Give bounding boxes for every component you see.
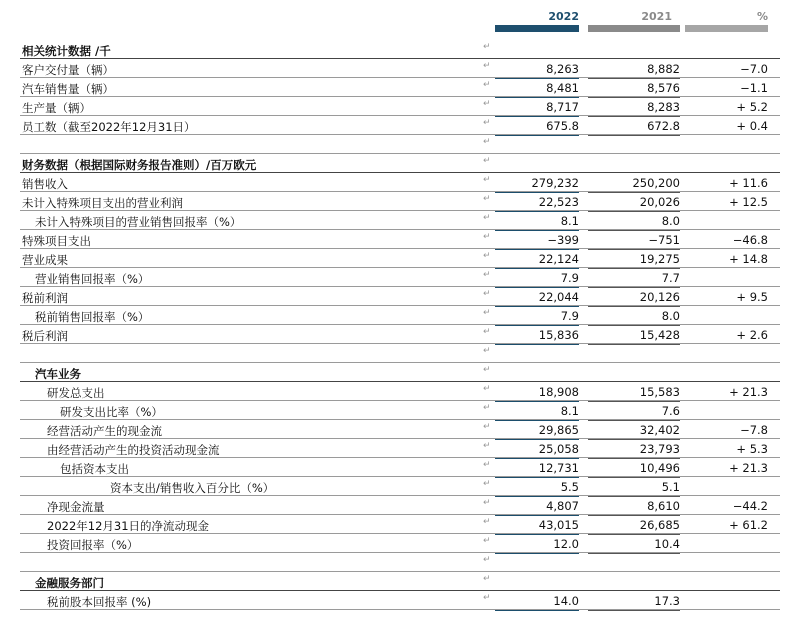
header-bar-prior bbox=[588, 25, 680, 32]
paragraph-mark-icon: ↵ bbox=[483, 137, 491, 147]
table-row bbox=[0, 116, 800, 135]
row-label: 投资回报率（%） bbox=[47, 538, 139, 552]
paragraph-mark-icon: ↵ bbox=[483, 232, 491, 242]
paragraph-mark-icon: ↵ bbox=[483, 403, 491, 413]
paragraph-mark-icon: ↵ bbox=[483, 156, 491, 166]
value-change: + 61.2 bbox=[729, 518, 768, 532]
paragraph-mark-icon: ↵ bbox=[483, 80, 491, 90]
value-2022: 22,523 bbox=[538, 195, 579, 209]
row-label: 研发支出比率（%） bbox=[60, 405, 163, 419]
table-row bbox=[0, 154, 800, 173]
value-2022: 8.1 bbox=[560, 404, 579, 418]
value-2022: 14.0 bbox=[553, 594, 579, 608]
table-row bbox=[0, 534, 800, 553]
value-2022: 12.0 bbox=[553, 537, 579, 551]
value-2021: 10,496 bbox=[639, 461, 680, 475]
value-change: −7.0 bbox=[740, 62, 768, 76]
paragraph-mark-icon: ↵ bbox=[483, 460, 491, 470]
paragraph-mark-icon: ↵ bbox=[483, 61, 491, 71]
row-label: 研发总支出 bbox=[47, 386, 105, 400]
value-2022: 8,717 bbox=[546, 100, 579, 114]
value-2021: 5.1 bbox=[661, 480, 680, 494]
value-2021: 250,200 bbox=[632, 176, 680, 190]
value-change: + 2.6 bbox=[736, 328, 768, 342]
paragraph-mark-icon: ↵ bbox=[483, 289, 491, 299]
paragraph-mark-icon: ↵ bbox=[483, 251, 491, 261]
row-label: 包括资本支出 bbox=[60, 462, 129, 476]
table-row bbox=[0, 192, 800, 211]
value-change: + 21.3 bbox=[729, 385, 768, 399]
table-row bbox=[0, 59, 800, 78]
value-change: + 5.2 bbox=[736, 100, 768, 114]
table-row bbox=[0, 268, 800, 287]
paragraph-mark-icon: ↵ bbox=[483, 536, 491, 546]
value-2022: 29,865 bbox=[538, 423, 579, 437]
paragraph-mark-icon: ↵ bbox=[483, 213, 491, 223]
value-2022: 675.8 bbox=[546, 119, 579, 133]
value-2022: 18,908 bbox=[538, 385, 579, 399]
paragraph-mark-icon: ↵ bbox=[483, 99, 491, 109]
value-2022: 12,731 bbox=[538, 461, 579, 475]
value-2021: 23,793 bbox=[639, 442, 680, 456]
paragraph-mark-icon: ↵ bbox=[483, 308, 491, 318]
table-row bbox=[0, 40, 800, 59]
value-2021: 7.6 bbox=[661, 404, 680, 418]
value-2021: 26,685 bbox=[639, 518, 680, 532]
row-label: 生产量（辆） bbox=[22, 101, 91, 115]
section-heading: 财务数据（根据国际财务报告准则）/百万欧元 bbox=[22, 158, 257, 172]
row-label: 客户交付量（辆） bbox=[22, 63, 114, 77]
paragraph-mark-icon: ↵ bbox=[483, 498, 491, 508]
table-row bbox=[0, 572, 800, 591]
table-row bbox=[0, 287, 800, 306]
table-row bbox=[0, 477, 800, 496]
value-2021: 8,283 bbox=[647, 100, 680, 114]
cell-underline-2021 bbox=[588, 610, 680, 611]
table-row bbox=[0, 363, 800, 382]
value-2022: 7.9 bbox=[560, 271, 579, 285]
paragraph-mark-icon: ↵ bbox=[483, 118, 491, 128]
paragraph-mark-icon: ↵ bbox=[483, 574, 491, 584]
value-2022: 8,481 bbox=[546, 81, 579, 95]
value-change: −44.2 bbox=[732, 499, 768, 513]
table-row bbox=[0, 97, 800, 116]
paragraph-mark-icon: ↵ bbox=[483, 365, 491, 375]
header-year-current: 2022 bbox=[548, 10, 579, 23]
row-label: 汽车销售量（辆） bbox=[22, 82, 114, 96]
table-row bbox=[0, 591, 800, 610]
value-2022: −399 bbox=[547, 233, 579, 247]
value-2021: 20,026 bbox=[639, 195, 680, 209]
table-row bbox=[0, 78, 800, 97]
header-change-label: % bbox=[756, 10, 768, 23]
table-row bbox=[0, 439, 800, 458]
table-row bbox=[0, 211, 800, 230]
value-2021: 20,126 bbox=[639, 290, 680, 304]
table-row bbox=[0, 249, 800, 268]
row-label: 营业销售回报率（%） bbox=[35, 272, 150, 286]
value-2022: 5.5 bbox=[560, 480, 579, 494]
row-label: 销售收入 bbox=[22, 177, 68, 191]
table-row bbox=[0, 325, 800, 344]
value-2021: 17.3 bbox=[654, 594, 680, 608]
table-row bbox=[0, 230, 800, 249]
table-row-spacer bbox=[0, 553, 800, 572]
paragraph-mark-icon: ↵ bbox=[483, 270, 491, 280]
paragraph-mark-icon: ↵ bbox=[483, 441, 491, 451]
header-bar-current bbox=[495, 25, 579, 32]
row-label: 营业成果 bbox=[22, 253, 68, 267]
value-2021: 8.0 bbox=[661, 214, 680, 228]
value-change: + 14.8 bbox=[729, 252, 768, 266]
table-row bbox=[0, 496, 800, 515]
value-change: + 11.6 bbox=[729, 176, 768, 190]
value-2021: 672.8 bbox=[647, 119, 680, 133]
value-2022: 4,807 bbox=[546, 499, 579, 513]
value-2022: 43,015 bbox=[538, 518, 579, 532]
paragraph-mark-icon: ↵ bbox=[483, 479, 491, 489]
paragraph-mark-icon: ↵ bbox=[483, 384, 491, 394]
paragraph-mark-icon: ↵ bbox=[483, 346, 491, 356]
section-heading: 相关统计数据 /千 bbox=[22, 44, 111, 58]
value-2022: 8.1 bbox=[560, 214, 579, 228]
row-label: 特殊项目支出 bbox=[22, 234, 91, 248]
paragraph-mark-icon: ↵ bbox=[483, 175, 491, 185]
row-label: 2022年12月31日的净流动现金 bbox=[47, 519, 210, 533]
value-change: + 21.3 bbox=[729, 461, 768, 475]
paragraph-mark-icon: ↵ bbox=[483, 42, 491, 52]
row-label: 未计入特殊项目的营业销售回报率（%） bbox=[35, 215, 242, 229]
table-row bbox=[0, 382, 800, 401]
value-2021: 15,428 bbox=[639, 328, 680, 342]
value-2021: 8.0 bbox=[661, 309, 680, 323]
table-row-spacer bbox=[0, 135, 800, 154]
row-label: 由经营活动产生的投资活动现金流 bbox=[47, 443, 220, 457]
value-2021: 8,882 bbox=[647, 62, 680, 76]
value-change: −7.8 bbox=[740, 423, 768, 437]
paragraph-mark-icon: ↵ bbox=[483, 555, 491, 565]
header-year-prior: 2021 bbox=[641, 10, 672, 23]
value-2021: 19,275 bbox=[639, 252, 680, 266]
table-row bbox=[0, 306, 800, 325]
value-change: + 0.4 bbox=[736, 119, 768, 133]
value-2021: 8,576 bbox=[647, 81, 680, 95]
paragraph-mark-icon: ↵ bbox=[483, 194, 491, 204]
value-2022: 8,263 bbox=[546, 62, 579, 76]
row-label: 未计入特殊项目支出的营业利润 bbox=[22, 196, 183, 210]
row-label: 员工数（截至2022年12月31日） bbox=[22, 120, 196, 134]
table-row bbox=[0, 515, 800, 534]
value-2022: 15,836 bbox=[538, 328, 579, 342]
value-2022: 7.9 bbox=[560, 309, 579, 323]
table-row bbox=[0, 401, 800, 420]
row-label: 税前利润 bbox=[22, 291, 68, 305]
value-2021: −751 bbox=[648, 233, 680, 247]
table-row bbox=[0, 420, 800, 439]
value-change: + 5.3 bbox=[736, 442, 768, 456]
row-label: 净现金流量 bbox=[47, 500, 105, 514]
value-2021: 10.4 bbox=[654, 537, 680, 551]
table-row bbox=[0, 173, 800, 192]
table-row-spacer bbox=[0, 344, 800, 363]
value-change: −1.1 bbox=[740, 81, 768, 95]
value-2022: 22,044 bbox=[538, 290, 579, 304]
row-label: 资本支出/销售收入百分比（%） bbox=[110, 481, 275, 495]
value-2022: 279,232 bbox=[531, 176, 579, 190]
cell-underline-2022 bbox=[495, 610, 579, 611]
value-2022: 22,124 bbox=[538, 252, 579, 266]
row-label: 税前股本回报率 (%) bbox=[47, 595, 152, 609]
value-change: + 12.5 bbox=[729, 195, 768, 209]
value-2022: 25,058 bbox=[538, 442, 579, 456]
section-heading: 金融服务部门 bbox=[35, 576, 104, 590]
value-2021: 7.7 bbox=[661, 271, 680, 285]
table-row bbox=[0, 458, 800, 477]
paragraph-mark-icon: ↵ bbox=[483, 422, 491, 432]
value-change: −46.8 bbox=[732, 233, 768, 247]
section-heading: 汽车业务 bbox=[35, 367, 81, 381]
row-label: 税后利润 bbox=[22, 329, 68, 343]
value-2021: 15,583 bbox=[639, 385, 680, 399]
value-change: + 9.5 bbox=[736, 290, 768, 304]
value-2021: 32,402 bbox=[639, 423, 680, 437]
header-bar-change bbox=[685, 25, 768, 32]
paragraph-mark-icon: ↵ bbox=[483, 593, 491, 603]
value-2021: 8,610 bbox=[647, 499, 680, 513]
paragraph-mark-icon: ↵ bbox=[483, 327, 491, 337]
row-label: 经营活动产生的现金流 bbox=[47, 424, 162, 438]
row-label: 税前销售回报率（%） bbox=[35, 310, 150, 324]
paragraph-mark-icon: ↵ bbox=[483, 517, 491, 527]
